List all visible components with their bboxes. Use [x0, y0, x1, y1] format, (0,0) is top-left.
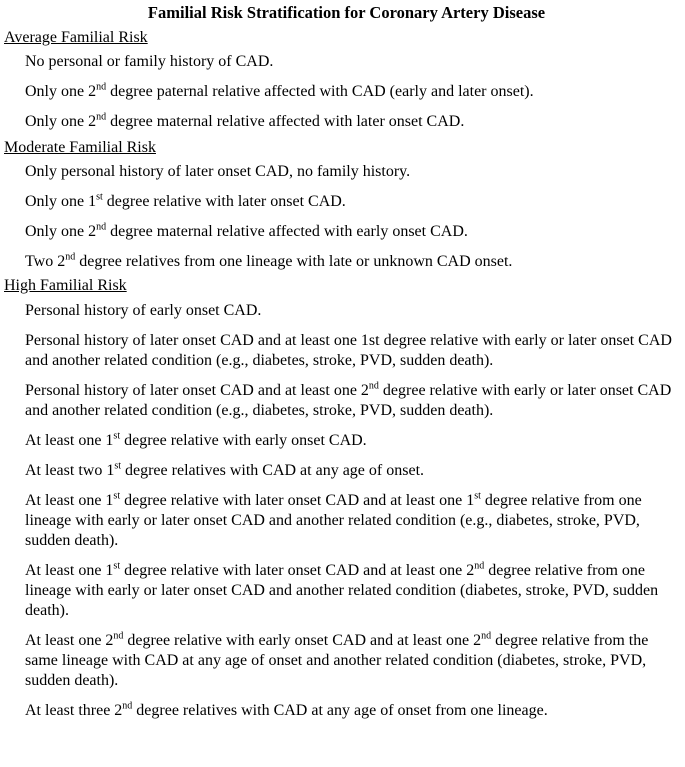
ordinal-suffix: nd [96, 81, 107, 93]
criterion-item [0, 697, 685, 721]
criterion-text: At least one 1 [25, 562, 114, 579]
criterion-text: At least three 2 [25, 702, 123, 719]
criterion-text: degree maternal relative affected with early onset CAD. [106, 223, 468, 240]
criterion-text: degree relative with early onset CAD. [120, 432, 367, 449]
ordinal-suffix: st [113, 430, 121, 442]
criterion-text: degree relative with later onset CAD and at least one 1 [120, 492, 475, 509]
criterion-item [0, 557, 685, 621]
criterion-item [0, 627, 685, 691]
criterion-text: degree relative from one lineage with early or later onset CAD and another related condition (diabetes, stroke, PVD, sudden death). [25, 562, 659, 619]
criterion-item [0, 427, 685, 451]
criterion-text: Personal history of later onset CAD and at least one 2 [25, 382, 369, 399]
criterion-text: degree paternal relative affected with CAD (early and later onset). [106, 83, 534, 100]
section-heading: Moderate Familial Risk [4, 139, 156, 156]
criterion-item [0, 487, 685, 551]
criterion-text: Only one 2 [25, 223, 97, 240]
section-heading: Average Familial Risk [4, 29, 148, 46]
criterion-text: Only one 1 [25, 193, 97, 210]
criterion-item [0, 49, 685, 79]
criterion-text: degree relative from one lineage with early or later onset CAD and another related condition (e.g., diabetes, stroke, PVD, sudden death). [25, 492, 642, 549]
criterion-text: Personal history of later onset CAD and at least one 1st degree relative with early or later onset CAD and another related condition (e.g., diabetes, stroke, PVD, sudden death). [25, 332, 672, 369]
criterion-text: degree relatives from one lineage with late or unknown CAD onset. [75, 253, 513, 270]
criterion-item [0, 327, 685, 371]
ordinal-suffix: st [114, 460, 121, 472]
criterion-text: Two 2 [25, 253, 66, 270]
criterion-text: At least one 1 [25, 492, 114, 509]
criterion-text: At least one 1 [25, 432, 114, 449]
section-heading: High Familial Risk [4, 277, 127, 294]
ordinal-suffix: nd [96, 221, 107, 233]
criterion-text: Only personal history of later onset CAD, no family history. [25, 163, 411, 180]
criterion-item [0, 297, 685, 321]
criterion-text: degree relatives with CAD at any age of onset. [121, 462, 425, 479]
section-moderate-risk [0, 137, 685, 275]
section-average-risk [0, 27, 685, 137]
criterion-text: Personal history of early onset CAD. [25, 302, 262, 319]
criterion-item [0, 79, 685, 109]
criterion-item [0, 457, 685, 481]
criterion-item [0, 219, 685, 249]
criterion-text: Only one 2 [25, 83, 97, 100]
section-high-risk [0, 275, 685, 721]
ordinal-suffix: nd [474, 560, 485, 572]
criterion-text: degree maternal relative affected with later onset CAD. [106, 113, 465, 130]
ordinal-suffix: nd [65, 251, 76, 263]
ordinal-suffix: nd [481, 630, 492, 642]
criterion-item [0, 109, 685, 137]
criterion-item [0, 377, 685, 421]
ordinal-suffix: nd [113, 630, 124, 642]
ordinal-suffix: nd [122, 700, 133, 712]
criterion-text: No personal or family history of CAD. [25, 53, 274, 70]
ordinal-suffix: st [474, 490, 481, 502]
document-title: Familial Risk Stratification for Coronary Artery Disease [147, 3, 546, 22]
criterion-text: degree relative from the same lineage with CAD at any age of onset and another related condition (diabetes, stroke, PVD, sudden death). [25, 632, 649, 689]
risk-criteria-list [0, 49, 685, 137]
ordinal-suffix: st [96, 191, 103, 203]
criterion-item [0, 189, 685, 219]
criterion-text: At least two 1 [25, 462, 115, 479]
risk-criteria-list [0, 297, 685, 721]
ordinal-suffix: nd [368, 380, 379, 392]
criterion-item [0, 159, 685, 189]
criterion-text: degree relative with later onset CAD. [102, 193, 346, 210]
criterion-text: At least one 2 [25, 632, 114, 649]
ordinal-suffix: nd [96, 111, 107, 123]
criterion-text: degree relative with later onset CAD and at least one 2 [120, 562, 475, 579]
criterion-text: Only one 2 [25, 113, 97, 130]
risk-criteria-list [0, 159, 685, 275]
ordinal-suffix: st [113, 560, 121, 572]
criterion-text: degree relatives with CAD at any age of onset from one lineage. [132, 702, 548, 719]
criterion-text: degree relative with early onset CAD and at least one 2 [123, 632, 482, 649]
ordinal-suffix: st [113, 490, 121, 502]
criterion-text: degree relative with early or later onset CAD and another related condition (e.g., diabetes, stroke, PVD, sudden death). [25, 382, 672, 419]
criterion-item [0, 249, 685, 275]
